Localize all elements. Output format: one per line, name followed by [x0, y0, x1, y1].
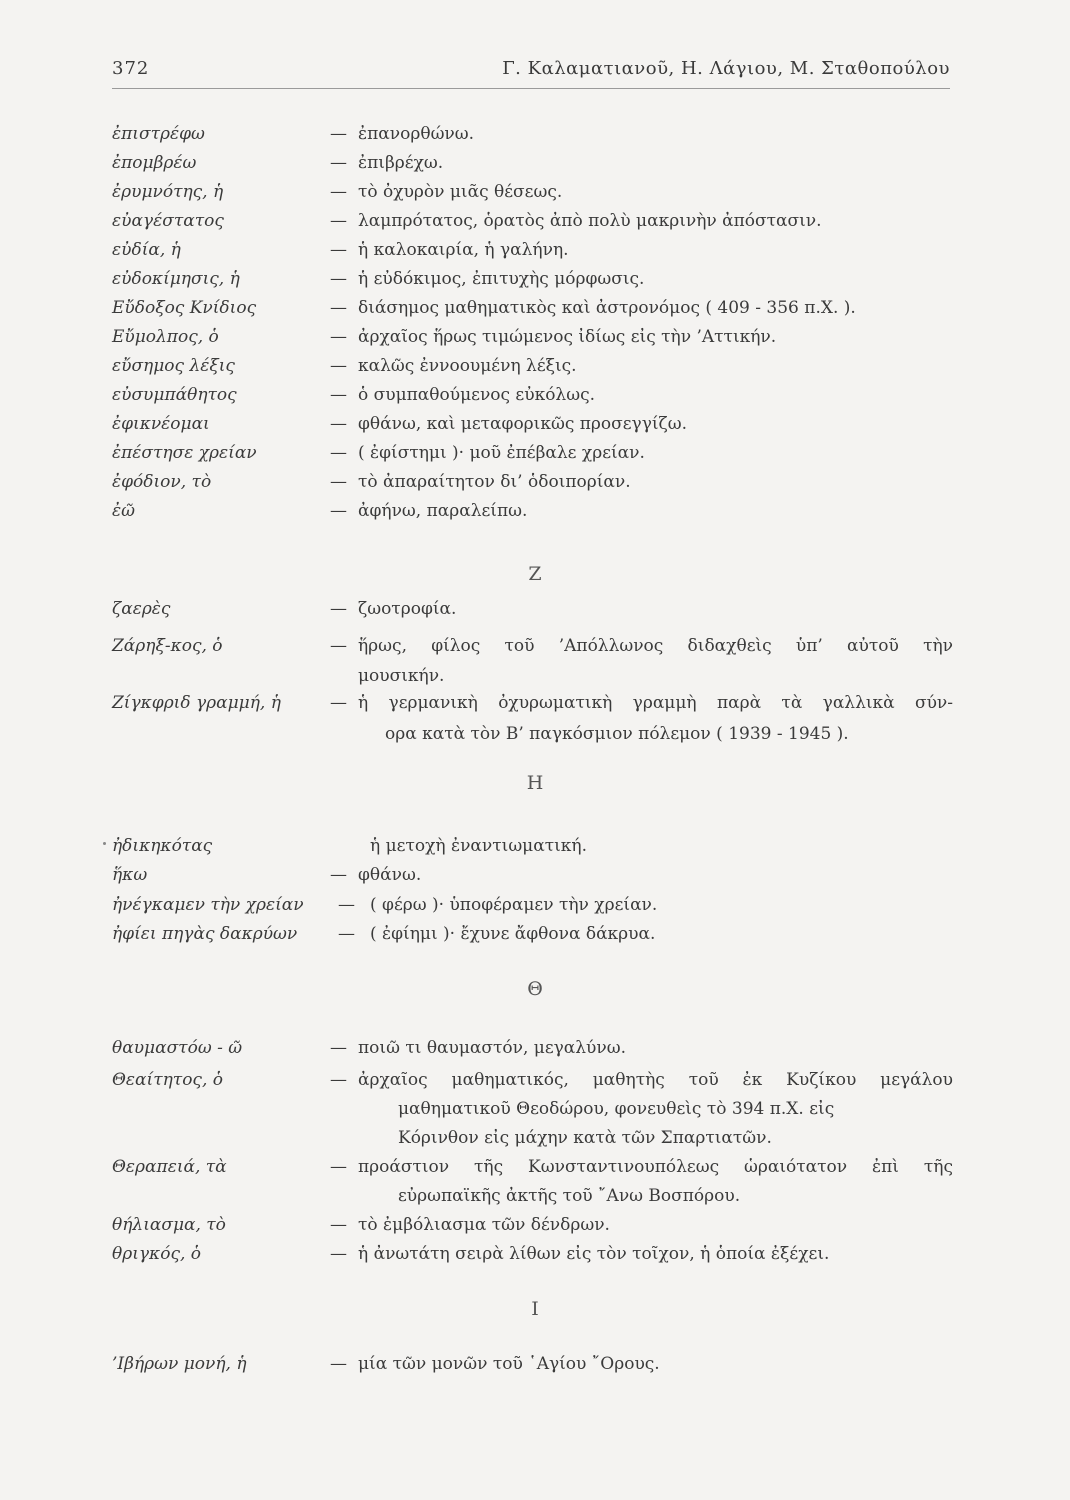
entry-continuation: εὐρωπαϊκῆς ἀκτῆς τοῦ ῎Ανω Βοσπόρου.	[398, 1186, 741, 1206]
entry-definition: καλῶς ἐννοουμένη λέξις.	[358, 356, 577, 376]
entry-term: εὐδία, ἡ	[112, 240, 181, 260]
entry-definition: φθάνω.	[358, 865, 422, 885]
entry-dash: —	[330, 327, 347, 347]
entry-term: θριγκός, ὁ	[112, 1244, 202, 1264]
entry	[112, 381, 595, 410]
entry-dash: —	[330, 356, 347, 376]
entry-definition: ἐπιβρέχω.	[358, 153, 444, 173]
entry-dash: —	[330, 501, 347, 521]
entry	[112, 1350, 660, 1379]
entry-dash: —	[330, 599, 347, 619]
entry-term: Εὔδοξος Κνίδιος	[112, 298, 257, 318]
entry-definition: φθάνω, καὶ μεταφορικῶς προσεγγίζω.	[358, 414, 688, 434]
entry-dash: —	[330, 636, 347, 656]
entry	[112, 410, 688, 439]
entry	[112, 861, 422, 890]
entry-dash: —	[338, 895, 355, 915]
entry	[112, 265, 645, 294]
entry	[112, 891, 658, 920]
entry-term: εὐαγέστατος	[112, 211, 224, 231]
entry-dash: —	[330, 693, 347, 713]
section-letter-zeta: Z	[528, 563, 542, 585]
entry-dash: —	[330, 472, 347, 492]
section-letter-iota: I	[531, 1298, 539, 1320]
entry	[112, 689, 953, 718]
entry-definition: μία τῶν μονῶν τοῦ ῾Αγίου ῎Ορους.	[358, 1354, 660, 1374]
entry-continuation: Κόρινθον εἰς μάχην κατὰ τῶν Σπαρτιατῶν.	[398, 1128, 772, 1148]
entry-definition: ζωοτροφία.	[358, 599, 457, 619]
entry-definition: τὸ ἀπαραίτητον δι’ ὁδοιπορίαν.	[358, 472, 631, 492]
entry-term: ἠφίει πηγὰς δακρύων	[112, 924, 298, 944]
entry-term: Ζάρηξ-κος, ὁ	[112, 636, 223, 656]
entry-definition: ἡ καλοκαιρία, ἡ γαλήνη.	[358, 240, 569, 260]
entry-term: Θεραπειά, τὰ	[112, 1157, 227, 1177]
entry-dash: —	[330, 269, 347, 289]
entry-definition: ( ἐφίημι )· ἔχυνε ἄφθονα δάκρυα.	[370, 924, 656, 944]
entry-definition: ἥρως, φίλος τοῦ ’Απόλλωνος διδαχθεὶς ὑπ’ αὐτοῦ τὴν	[358, 636, 953, 656]
page-header	[112, 58, 950, 89]
entry-definition: τὸ ὀχυρὸν μιᾶς θέσεως.	[358, 182, 563, 202]
entry	[112, 178, 563, 207]
entry-definition: ( φέρω )· ὑποφέραμεν τὴν χρείαν.	[370, 895, 658, 915]
entry	[112, 1153, 953, 1182]
entry-dash: —	[330, 298, 347, 318]
entry-dash: —	[330, 1070, 347, 1090]
entry-dash: —	[330, 414, 347, 434]
entry-dash: —	[330, 211, 347, 231]
entry-term: Εὔμολπος, ὁ	[112, 327, 219, 347]
entry-term: ἐφόδιον, τὸ	[112, 472, 212, 492]
entry	[112, 323, 777, 352]
entry-definition: ἡ εὐδόκιμος, ἐπιτυχὴς μόρφωσις.	[358, 269, 645, 289]
entry-definition: ἀρχαῖος μαθηματικός, μαθητὴς τοῦ ἐκ Κυζίκου μεγάλου	[358, 1070, 953, 1090]
entry	[112, 632, 953, 661]
entry	[112, 149, 444, 178]
entry-dash: —	[330, 124, 347, 144]
entry-dash: —	[330, 1215, 347, 1235]
entry-definition: προάστιον τῆς Κωνσταντινουπόλεως ὡραιότατον ἐπὶ τῆς	[358, 1157, 953, 1177]
entry-definition: τὸ ἐμβόλιασμα τῶν δένδρων.	[358, 1215, 610, 1235]
entry-definition: ἡ μετοχὴ ἐναντιωματική.	[370, 836, 587, 856]
entry-definition: ποιῶ τι θαυμαστόν, μεγαλύνω.	[358, 1038, 626, 1058]
entry-term: ἥκω	[112, 865, 148, 885]
entry	[112, 920, 656, 949]
entry	[112, 832, 587, 861]
entry	[112, 1240, 830, 1269]
entry-definition: λαμπρότατος, ὁρατὸς ἀπὸ πολὺ μακρινὴν ἀπόστασιν.	[358, 211, 822, 231]
entry-term: ἐπέστησε χρείαν	[112, 443, 257, 463]
entry-term: ἐπιστρέφω	[112, 124, 205, 144]
entry-term: ἠνέγκαμεν τὴν χρείαν	[112, 895, 304, 915]
entry-term: ’Ιβήρων μονή, ἡ	[112, 1354, 247, 1374]
entry	[112, 468, 631, 497]
entry-term: εὔσημος λέξις	[112, 356, 235, 376]
entry	[112, 497, 528, 526]
entry-term: Θεαίτητος, ὁ	[112, 1070, 223, 1090]
entry-dash: —	[330, 865, 347, 885]
entry-dash: —	[330, 385, 347, 405]
entry-term: εὐσυμπάθητος	[112, 385, 237, 405]
entry-dash: —	[330, 1354, 347, 1374]
entry-dash: —	[330, 1157, 347, 1177]
entry-term: ἠδικηκότας	[112, 836, 213, 856]
entry-definition: ὁ συμπαθούμενος εὐκόλως.	[358, 385, 595, 405]
entry	[112, 1211, 610, 1240]
entry	[112, 595, 457, 624]
entry-dash: —	[330, 240, 347, 260]
entry-definition: ἡ γερμανικὴ ὀχυρωματικὴ γραμμὴ παρὰ τὰ γαλλικὰ σύν-	[358, 693, 953, 713]
entry	[112, 120, 475, 149]
section-letter-theta: Θ	[527, 978, 543, 1000]
section-letter-eta: H	[526, 772, 544, 794]
entry	[112, 294, 856, 323]
entry-dash: —	[330, 1244, 347, 1264]
entry-definition: ἀφήνω, παραλείπω.	[358, 501, 528, 521]
entry	[112, 236, 569, 265]
entry	[112, 439, 645, 468]
entry-dash: —	[330, 182, 347, 202]
entry-term: ἐρυμνότης, ἡ	[112, 182, 224, 202]
entry-term: ζαερὲς	[112, 599, 171, 619]
entry-term: ἐπομβρέω	[112, 153, 197, 173]
margin-dot	[103, 842, 106, 845]
entry-continuation: ορα κατὰ τὸν Β’ παγκόσμιον πόλεμον ( 1939 - 1945 ).	[385, 724, 849, 744]
entry-term: θήλιασμα, τὸ	[112, 1215, 226, 1235]
entry-definition: ( ἐφίστημι )· μοῦ ἐπέβαλε χρείαν.	[358, 443, 645, 463]
entry-term: ἐφικνέομαι	[112, 414, 210, 434]
page-number: 372	[112, 58, 150, 79]
entry-term: εὐδοκίμησις, ἡ	[112, 269, 240, 289]
entry	[112, 352, 577, 381]
running-head: Γ. Καλαματιανοῦ, Η. Λάγιου, Μ. Σταθοπούλου	[502, 58, 950, 79]
entry-definition: διάσημος μαθηματικὸς καὶ ἀστρονόμος ( 409 - 356 π.Χ. ).	[358, 298, 856, 318]
entry-term: ἐῶ	[112, 501, 135, 521]
entry-dash: —	[338, 924, 355, 944]
entry-continuation: μουσικήν.	[358, 666, 445, 686]
entry	[112, 1066, 953, 1095]
entry-dash: —	[330, 153, 347, 173]
entry-dash: —	[330, 443, 347, 463]
entry-definition: ἡ ἀνωτάτη σειρὰ λίθων εἰς τὸν τοῖχον, ἡ ὁποία ἐξέχει.	[358, 1244, 830, 1264]
entry-term: θαυμαστόω - ῶ	[112, 1038, 243, 1058]
entry-definition: ἀρχαῖος ἥρως τιμώμενος ἰδίως εἰς τὴν ’Αττικήν.	[358, 327, 777, 347]
entry	[112, 207, 822, 236]
entry	[112, 1034, 626, 1063]
entry-dash: —	[330, 1038, 347, 1058]
entry-definition: ἐπανορθώνω.	[358, 124, 475, 144]
entry-term: Ζίγκφριδ γραμμή, ἡ	[112, 693, 281, 713]
entry-continuation: μαθηματικοῦ Θεοδώρου, φονευθεὶς τὸ 394 π.Χ. εἰς	[398, 1099, 835, 1119]
